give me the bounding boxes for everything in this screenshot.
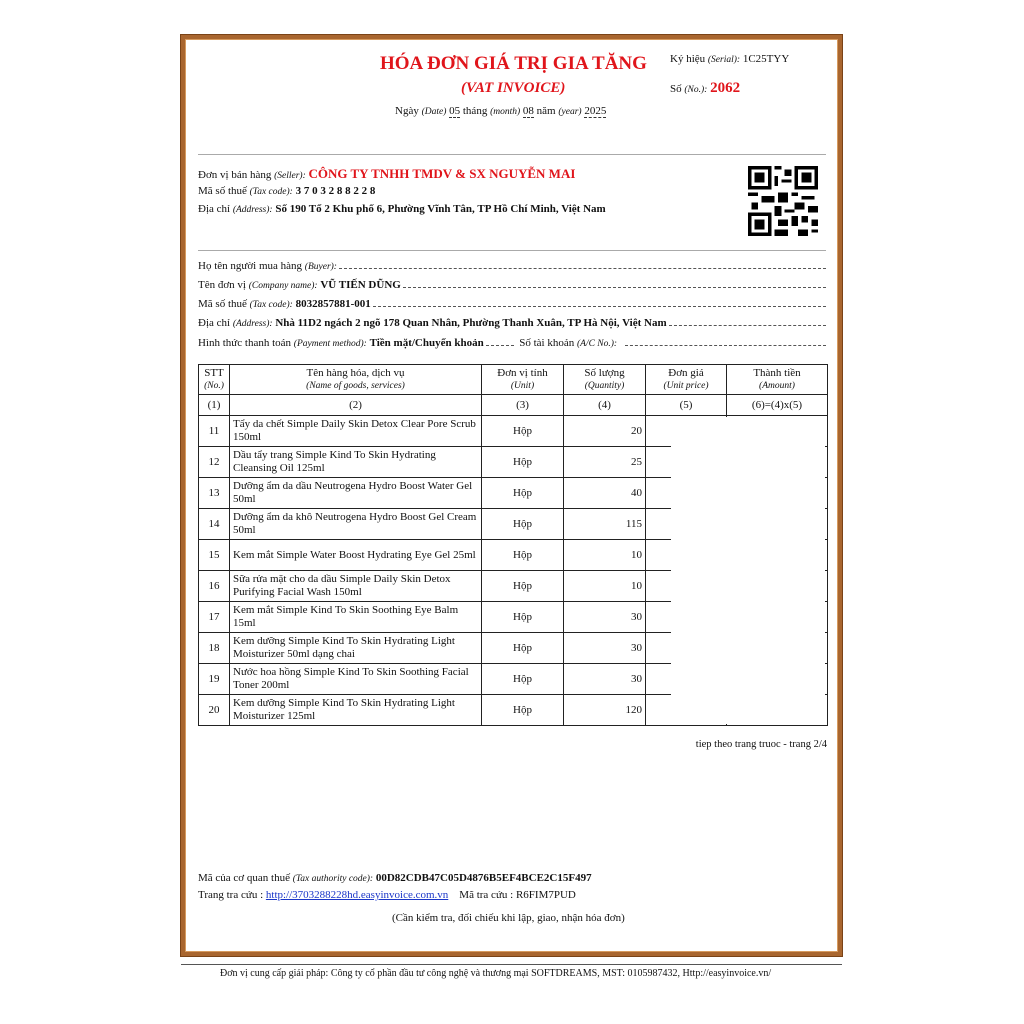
- row-unit: Hộp: [482, 602, 564, 633]
- serial: [670, 53, 789, 65]
- row-name: Tẩy da chết Simple Daily Skin Detox Clear Pore Scrub 150ml: [230, 416, 482, 447]
- masked-price-area: [671, 417, 825, 724]
- column-header: [727, 365, 828, 395]
- column-header-vi: Tên hàng hóa, dịch vụ: [306, 366, 405, 379]
- seller-address: [198, 203, 606, 215]
- account-label: Số tài khoản: [519, 337, 575, 349]
- tax-authority-code: [198, 872, 592, 884]
- column-header-vi: STT: [204, 366, 224, 379]
- company-field: [198, 275, 826, 291]
- seller-label: Đơn vị bán hàng: [198, 169, 272, 181]
- divider: [198, 250, 826, 251]
- authority-label-en: (Tax authority code):: [292, 874, 374, 884]
- lookup-code-value: R6FIM7PUD: [515, 889, 576, 901]
- day-label: Ngày: [395, 105, 419, 117]
- buyer-tax-label: Mã số thuế: [198, 298, 247, 310]
- seller-tax: [198, 185, 375, 197]
- column-header-en: (Unit): [510, 380, 535, 391]
- column-header: [199, 365, 230, 395]
- seller-value: CÔNG TY TNHH TMDV & SX NGUYỄN MAI: [308, 166, 576, 181]
- column-header: [482, 365, 564, 395]
- invoice-title: HÓA ĐƠN GIÁ TRỊ GIA TĂNG: [380, 53, 647, 74]
- row-no: 18: [199, 633, 230, 664]
- row-unit: Hộp: [482, 416, 564, 447]
- column-header-en: (Amount): [759, 380, 795, 391]
- no-value: 2062: [710, 80, 741, 96]
- payment-label-en: (Payment method):: [293, 339, 367, 349]
- row-qty: 120: [564, 695, 646, 726]
- seller-tax-label-en: (Tax code):: [249, 187, 293, 197]
- no-label-en: (No.):: [684, 85, 708, 95]
- buyer-address-label: Địa chỉ: [198, 317, 231, 329]
- row-no: 15: [199, 540, 230, 571]
- row-name: Dầu tẩy trang Simple Kind To Skin Hydrating Cleansing Oil 125ml: [230, 447, 482, 478]
- lookup-code-label: Mã tra cứu :: [459, 889, 514, 901]
- serial-label: Ký hiệu: [670, 53, 706, 65]
- column-number: (3): [482, 395, 564, 416]
- lookup-link[interactable]: http://3703288228hd.easyinvoice.com.vn: [265, 889, 449, 901]
- column-header: [564, 365, 646, 395]
- column-header-vi: Đơn giá: [668, 366, 704, 379]
- row-name: Kem mắt Simple Water Boost Hydrating Eye Gel 25ml: [230, 540, 482, 571]
- buyer-label: Họ tên người mua hàng: [198, 260, 303, 272]
- seller-address-label-en: (Address):: [232, 205, 273, 215]
- year-value: 2025: [584, 105, 607, 117]
- column-number: (2): [230, 395, 482, 416]
- column-header-vi: Thành tiền: [753, 366, 801, 379]
- row-no: 14: [199, 509, 230, 540]
- row-qty: 40: [564, 478, 646, 509]
- year-label-en: (year): [558, 107, 582, 117]
- row-name: Dưỡng ẩm da khô Neutrogena Hydro Boost Gel Cream 50ml: [230, 509, 482, 540]
- invoice-subtitle: (VAT INVOICE): [461, 80, 566, 96]
- check-note: (Cần kiểm tra, đối chiếu khi lập, giao, nhận hóa đơn): [392, 912, 625, 924]
- serial-value: 1C25TYY: [742, 53, 790, 65]
- seller-name: [198, 166, 575, 182]
- buyer-tax-value: 8032857881-001: [295, 298, 371, 310]
- row-qty: 30: [564, 664, 646, 695]
- row-unit: Hộp: [482, 664, 564, 695]
- row-unit: Hộp: [482, 509, 564, 540]
- row-no: 13: [199, 478, 230, 509]
- row-unit: Hộp: [482, 571, 564, 602]
- column-number: (4): [564, 395, 646, 416]
- qr-code-icon: [748, 166, 818, 236]
- column-header-en: (Name of goods, services): [306, 380, 405, 391]
- payment-field: [198, 333, 826, 349]
- row-unit: Hộp: [482, 447, 564, 478]
- month-value: 08: [522, 105, 534, 117]
- row-name: Kem mắt Simple Kind To Skin Soothing Eye Balm 15ml: [230, 602, 482, 633]
- row-qty: 20: [564, 416, 646, 447]
- provider-note: Đơn vị cung cấp giải pháp: Công ty cổ phần đầu tư công nghệ và thương mại SOFTDREAMS, MST: 0105987432, Http://easyinvoice.vn/: [220, 968, 772, 979]
- row-no: 16: [199, 571, 230, 602]
- seller-address-label: Địa chỉ: [198, 203, 231, 215]
- day-label-en: (Date): [421, 107, 447, 117]
- serial-label-en: (Serial):: [707, 55, 741, 65]
- row-no: 20: [199, 695, 230, 726]
- buyer-address-label-en: (Address):: [232, 319, 273, 329]
- buyer-tax-label-en: (Tax code):: [249, 300, 293, 310]
- column-header-vi: Đơn vị tính: [497, 366, 548, 379]
- row-qty: 10: [564, 571, 646, 602]
- seller-tax-value: 3 7 0 3 2 8 8 2 2 8: [295, 185, 376, 197]
- row-name: Dưỡng ẩm da dầu Neutrogena Hydro Boost Water Gel 50ml: [230, 478, 482, 509]
- account-label-en: (A/C No.):: [576, 339, 618, 349]
- row-no: 17: [199, 602, 230, 633]
- company-label-en: (Company name):: [248, 281, 318, 291]
- row-qty: 10: [564, 540, 646, 571]
- row-unit: Hộp: [482, 633, 564, 664]
- row-no: 19: [199, 664, 230, 695]
- column-header-en: (Unit price): [663, 380, 709, 391]
- row-unit: Hộp: [482, 540, 564, 571]
- column-header-en: (No.): [204, 380, 224, 391]
- continued-note: tiep theo trang truoc - trang 2/4: [695, 739, 827, 750]
- company-label: Tên đơn vị: [198, 279, 246, 291]
- company-value: VŨ TIẾN DŨNG: [320, 279, 401, 291]
- row-name: Nước hoa hồng Simple Kind To Skin Soothing Facial Toner 200ml: [230, 664, 482, 695]
- invoice-number: [670, 80, 740, 97]
- invoice-date: [395, 105, 606, 118]
- divider: [198, 154, 826, 155]
- row-name: Kem dưỡng Simple Kind To Skin Hydrating Light Moisturizer 125ml: [230, 695, 482, 726]
- payment-label: Hình thức thanh toán: [198, 337, 292, 349]
- column-number: (1): [199, 395, 230, 416]
- lookup: [198, 889, 576, 901]
- payment-value: Tiền mặt/Chuyển khoản: [369, 337, 484, 349]
- year-label: năm: [536, 105, 556, 117]
- row-qty: 115: [564, 509, 646, 540]
- month-label: tháng: [462, 105, 488, 117]
- row-name: Sữa rửa mặt cho da dầu Simple Daily Skin Detox Purifying Facial Wash 150ml: [230, 571, 482, 602]
- buyer-address-field: [198, 313, 826, 329]
- no-label: Số: [670, 83, 682, 95]
- seller-address-value: Số 190 Tổ 2 Khu phố 6, Phường Vĩnh Tân, TP Hồ Chí Minh, Việt Nam: [275, 203, 606, 215]
- row-unit: Hộp: [482, 695, 564, 726]
- row-qty: 30: [564, 602, 646, 633]
- seller-tax-label: Mã số thuế: [198, 185, 247, 197]
- buyer-field: [198, 256, 826, 272]
- day-value: 05: [449, 105, 461, 117]
- authority-label: Mã của cơ quan thuế: [198, 872, 290, 884]
- column-header-vi: Số lượng: [584, 366, 625, 379]
- row-unit: Hộp: [482, 478, 564, 509]
- column-header-en: (Quantity): [584, 380, 625, 391]
- buyer-label-en: (Buyer):: [304, 262, 337, 272]
- row-no: 11: [199, 416, 230, 447]
- row-no: 12: [199, 447, 230, 478]
- row-qty: 30: [564, 633, 646, 664]
- seller-label-en: (Seller):: [274, 171, 306, 181]
- column-number: (5): [646, 395, 727, 416]
- footer-divider: [181, 964, 842, 965]
- authority-code-value: 00D82CDB47C05D4876B5EF4BCE2C15F497: [375, 872, 592, 884]
- column-header: [230, 365, 482, 395]
- row-name: Kem dưỡng Simple Kind To Skin Hydrating Light Moisturizer 50ml dạng chai: [230, 633, 482, 664]
- buyer-tax-field: [198, 294, 826, 310]
- row-qty: 25: [564, 447, 646, 478]
- column-number: (6)=(4)x(5): [727, 395, 828, 416]
- month-label-en: (month): [490, 107, 521, 117]
- column-header: [646, 365, 727, 395]
- lookup-label: Trang tra cứu :: [198, 889, 264, 901]
- buyer-address-value: Nhà 11D2 ngách 2 ngõ 178 Quan Nhân, Phường Thanh Xuân, TP Hà Nội, Việt Nam: [275, 317, 667, 329]
